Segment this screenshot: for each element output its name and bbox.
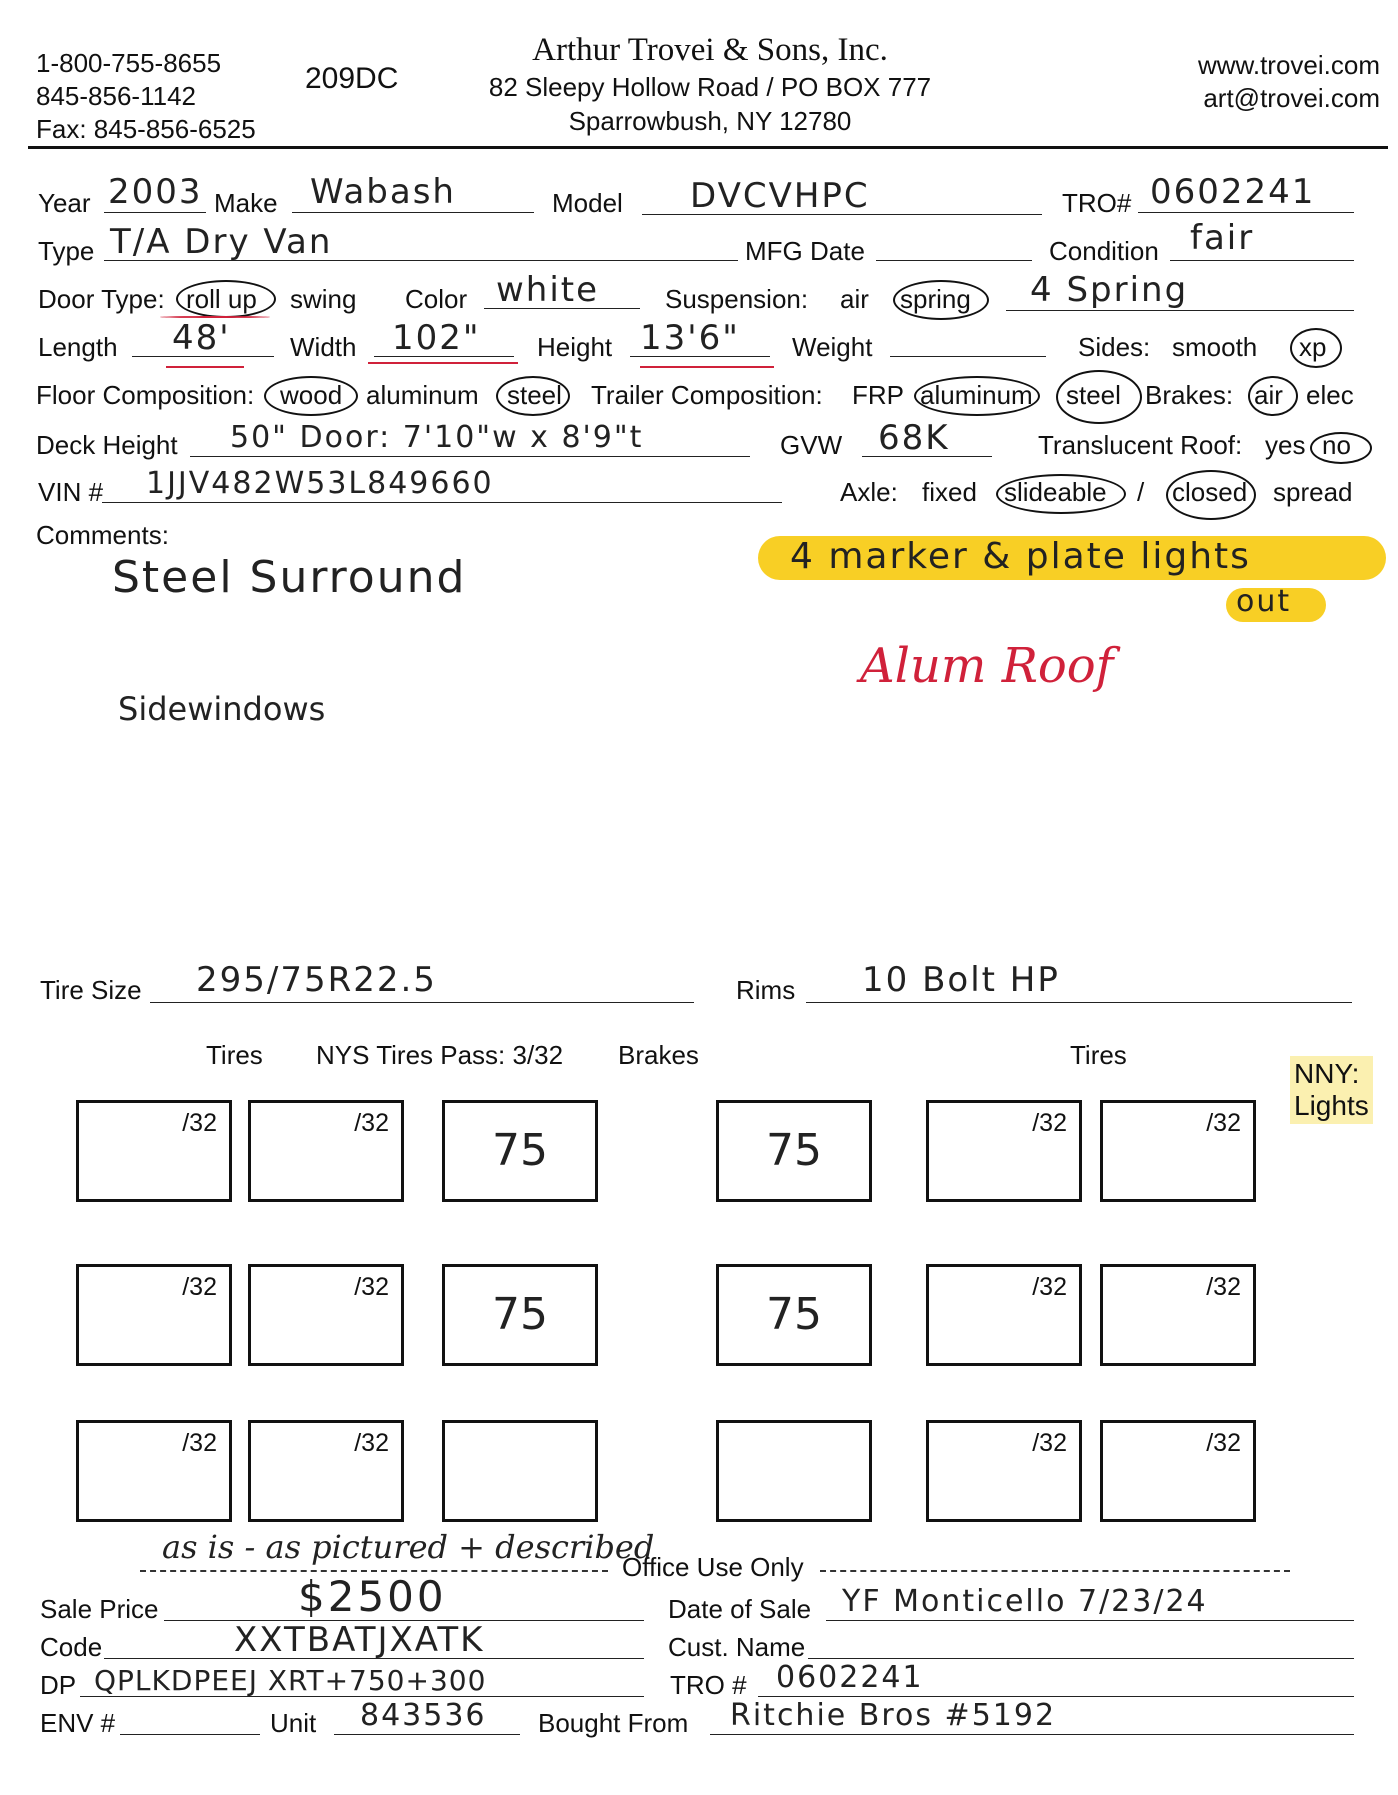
tire-box-right-outer[interactable]: /32 — [1100, 1100, 1256, 1202]
trailer-steel[interactable]: steel — [1066, 380, 1121, 410]
nys-tires-pass: NYS Tires Pass: 3/32 — [316, 1040, 564, 1070]
deck-height-value[interactable]: 50" Door: 7'10"w x 8'9"t — [230, 420, 644, 455]
axle-closed[interactable]: closed — [1172, 477, 1248, 507]
color-label: Color — [405, 284, 468, 314]
sale-price-value[interactable]: $2500 — [298, 1572, 447, 1621]
tro-value[interactable]: 0602241 — [1150, 172, 1316, 212]
tire-box-right-inner[interactable]: /32 — [926, 1420, 1082, 1522]
trailer-aluminum[interactable]: aluminum — [920, 380, 1033, 410]
sides-xp[interactable]: xp — [1299, 332, 1327, 362]
code-value[interactable]: XXTBATJXATK — [234, 1620, 485, 1660]
rims-value[interactable]: 10 Bolt HP — [862, 960, 1060, 1000]
door-type-swing[interactable]: swing — [290, 284, 357, 314]
comment-side-windows: Sidewindows — [118, 690, 326, 728]
unit-value[interactable]: 843536 — [360, 1698, 487, 1733]
address-line-1: 82 Sleepy Hollow Road / PO BOX 777 — [488, 72, 932, 102]
unit-label: Unit — [270, 1708, 317, 1738]
company-name: Arthur Trovei & Sons, Inc. — [532, 32, 888, 68]
door-type-label: Door Type: — [38, 284, 165, 314]
axle-label: Axle: — [840, 477, 898, 507]
floor-wood[interactable]: wood — [280, 380, 343, 410]
phone-2: 845-856-1142 — [36, 81, 196, 111]
brakes-air[interactable]: air — [1254, 380, 1283, 410]
tire-box-left-inner[interactable]: /32 — [248, 1420, 404, 1522]
trailer-composition-label: Trailer Composition: — [591, 380, 823, 410]
translucent-roof-label: Translucent Roof: — [1038, 430, 1243, 460]
comment-out: out — [1236, 584, 1292, 619]
condition-value[interactable]: fair — [1190, 218, 1255, 258]
suspension-spring[interactable]: spring — [900, 284, 971, 314]
tire-box-left-inner[interactable]: /32 — [248, 1264, 404, 1366]
dp-value[interactable]: QPLKDPEEJ XRT+750+300 — [94, 1664, 487, 1697]
tire-box-right-inner[interactable]: /32 — [926, 1264, 1082, 1366]
comment-steel-surround: Steel Surround — [112, 552, 467, 603]
rims-label: Rims — [736, 975, 796, 1005]
sides-label: Sides: — [1078, 332, 1151, 362]
brake-box-right[interactable] — [716, 1420, 872, 1522]
floor-steel[interactable]: steel — [507, 380, 562, 410]
nny-lights-note — [1290, 1056, 1373, 1124]
height-value[interactable]: 13'6" — [640, 318, 740, 358]
floor-aluminum[interactable]: aluminum — [366, 380, 479, 410]
axle-slash: / — [1137, 477, 1145, 507]
suspension-note[interactable]: 4 Spring — [1030, 270, 1189, 310]
brake-box-right[interactable]: 75 — [716, 1100, 872, 1202]
condition-label: Condition — [1049, 236, 1159, 266]
bought-from-label: Bought From — [538, 1708, 689, 1738]
bought-from-value[interactable]: Ritchie Bros #5192 — [730, 1698, 1057, 1733]
color-value[interactable]: white — [496, 270, 600, 310]
tire-box-left-inner[interactable]: /32 — [248, 1100, 404, 1202]
gvw-value[interactable]: 68K — [878, 418, 950, 458]
gvw-label: GVW — [780, 430, 843, 460]
floor-composition-label: Floor Composition: — [36, 380, 255, 410]
tires-right-header: Tires — [1070, 1040, 1127, 1070]
nny-line-1: NNY: — [1294, 1058, 1360, 1089]
tire-size-label: Tire Size — [40, 975, 142, 1005]
type-label: Type — [38, 236, 95, 266]
year-value[interactable]: 2003 — [108, 172, 203, 212]
tires-left-header: Tires — [206, 1040, 263, 1070]
length-label: Length — [38, 332, 118, 362]
tire-box-right-outer[interactable]: /32 — [1100, 1420, 1256, 1522]
model-value[interactable]: DVCVHPC — [690, 176, 870, 216]
roof-yes[interactable]: yes — [1265, 430, 1306, 460]
tire-box-right-inner[interactable]: /32 — [926, 1100, 1082, 1202]
date-of-sale-value[interactable]: YF Monticello 7/23/24 — [842, 1584, 1208, 1619]
width-label: Width — [290, 332, 357, 362]
tire-size-value[interactable]: 295/75R22.5 — [196, 960, 437, 1000]
red-underline-length — [166, 366, 244, 368]
fax-number: Fax: 845-856-6525 — [36, 114, 256, 144]
sides-smooth[interactable]: smooth — [1172, 332, 1258, 362]
tro-2-label: TRO # — [670, 1670, 747, 1700]
comment-alum-roof: Alum Roof — [860, 638, 1114, 694]
comment-marker-lights: 4 marker & plate lights — [790, 536, 1251, 577]
brakes-label: Brakes: — [1145, 380, 1234, 410]
type-value[interactable]: T/A Dry Van — [110, 222, 333, 262]
door-type-rollup[interactable]: roll up — [186, 284, 257, 314]
dp-label: DP — [40, 1670, 77, 1700]
cust-name-label: Cust. Name — [668, 1632, 806, 1662]
brake-box-left[interactable]: 75 — [442, 1100, 598, 1202]
trailer-frp[interactable]: FRP — [852, 380, 904, 410]
make-label: Make — [214, 188, 278, 218]
vin-value[interactable]: 1JJV482W53L849660 — [146, 466, 494, 501]
roof-no[interactable]: no — [1322, 430, 1351, 460]
env-label: ENV # — [40, 1708, 116, 1738]
tire-box-left-outer[interactable]: /32 — [76, 1264, 232, 1366]
nny-line-2: Lights — [1294, 1090, 1369, 1121]
code-label: Code — [40, 1632, 103, 1662]
address-line-2: Sparrowbush, NY 12780 — [568, 106, 852, 136]
tire-box-right-outer[interactable]: /32 — [1100, 1264, 1256, 1366]
phone-1: 1-800-755-8655 — [36, 48, 222, 78]
brakes-header: Brakes — [618, 1040, 699, 1070]
suspension-air[interactable]: air — [840, 284, 869, 314]
tro-2-value[interactable]: 0602241 — [776, 1660, 924, 1695]
sale-price-label: Sale Price — [40, 1594, 159, 1624]
red-underline-width — [368, 362, 518, 364]
website-link[interactable]: www.trovei.com — [1197, 50, 1380, 80]
brake-box-left[interactable]: 75 — [442, 1264, 598, 1366]
suspension-label: Suspension: — [665, 284, 809, 314]
length-value[interactable]: 48' — [172, 318, 231, 358]
make-value[interactable]: Wabash — [310, 172, 456, 212]
width-value[interactable]: 102" — [392, 318, 481, 358]
email-link[interactable]: art@trovei.com — [1203, 83, 1380, 113]
height-label: Height — [537, 332, 613, 362]
deck-height-label: Deck Height — [36, 430, 178, 460]
brake-box-left[interactable] — [442, 1420, 598, 1522]
axle-spread[interactable]: spread — [1273, 477, 1353, 507]
tro-label: TRO# — [1062, 188, 1132, 218]
date-of-sale-label: Date of Sale — [668, 1594, 812, 1624]
axle-fixed[interactable]: fixed — [922, 477, 977, 507]
mfg-date-label: MFG Date — [745, 236, 865, 266]
tire-box-left-outer[interactable]: /32 — [76, 1100, 232, 1202]
weight-label: Weight — [792, 332, 873, 362]
form-code: 209DC — [305, 62, 399, 95]
brake-box-right[interactable]: 75 — [716, 1264, 872, 1366]
model-label: Model — [552, 188, 623, 218]
tire-box-left-outer[interactable]: /32 — [76, 1420, 232, 1522]
comments-label: Comments: — [36, 520, 169, 550]
header-divider — [28, 146, 1388, 149]
office-use-only: Office Use Only — [622, 1552, 804, 1582]
brakes-elec[interactable]: elec — [1306, 380, 1354, 410]
axle-slideable[interactable]: slideable — [1004, 477, 1107, 507]
year-label: Year — [38, 188, 91, 218]
vin-label: VIN # — [38, 477, 104, 507]
as-is-note: as is - as pictured + described — [162, 1528, 655, 1566]
red-underline-height — [640, 366, 774, 368]
